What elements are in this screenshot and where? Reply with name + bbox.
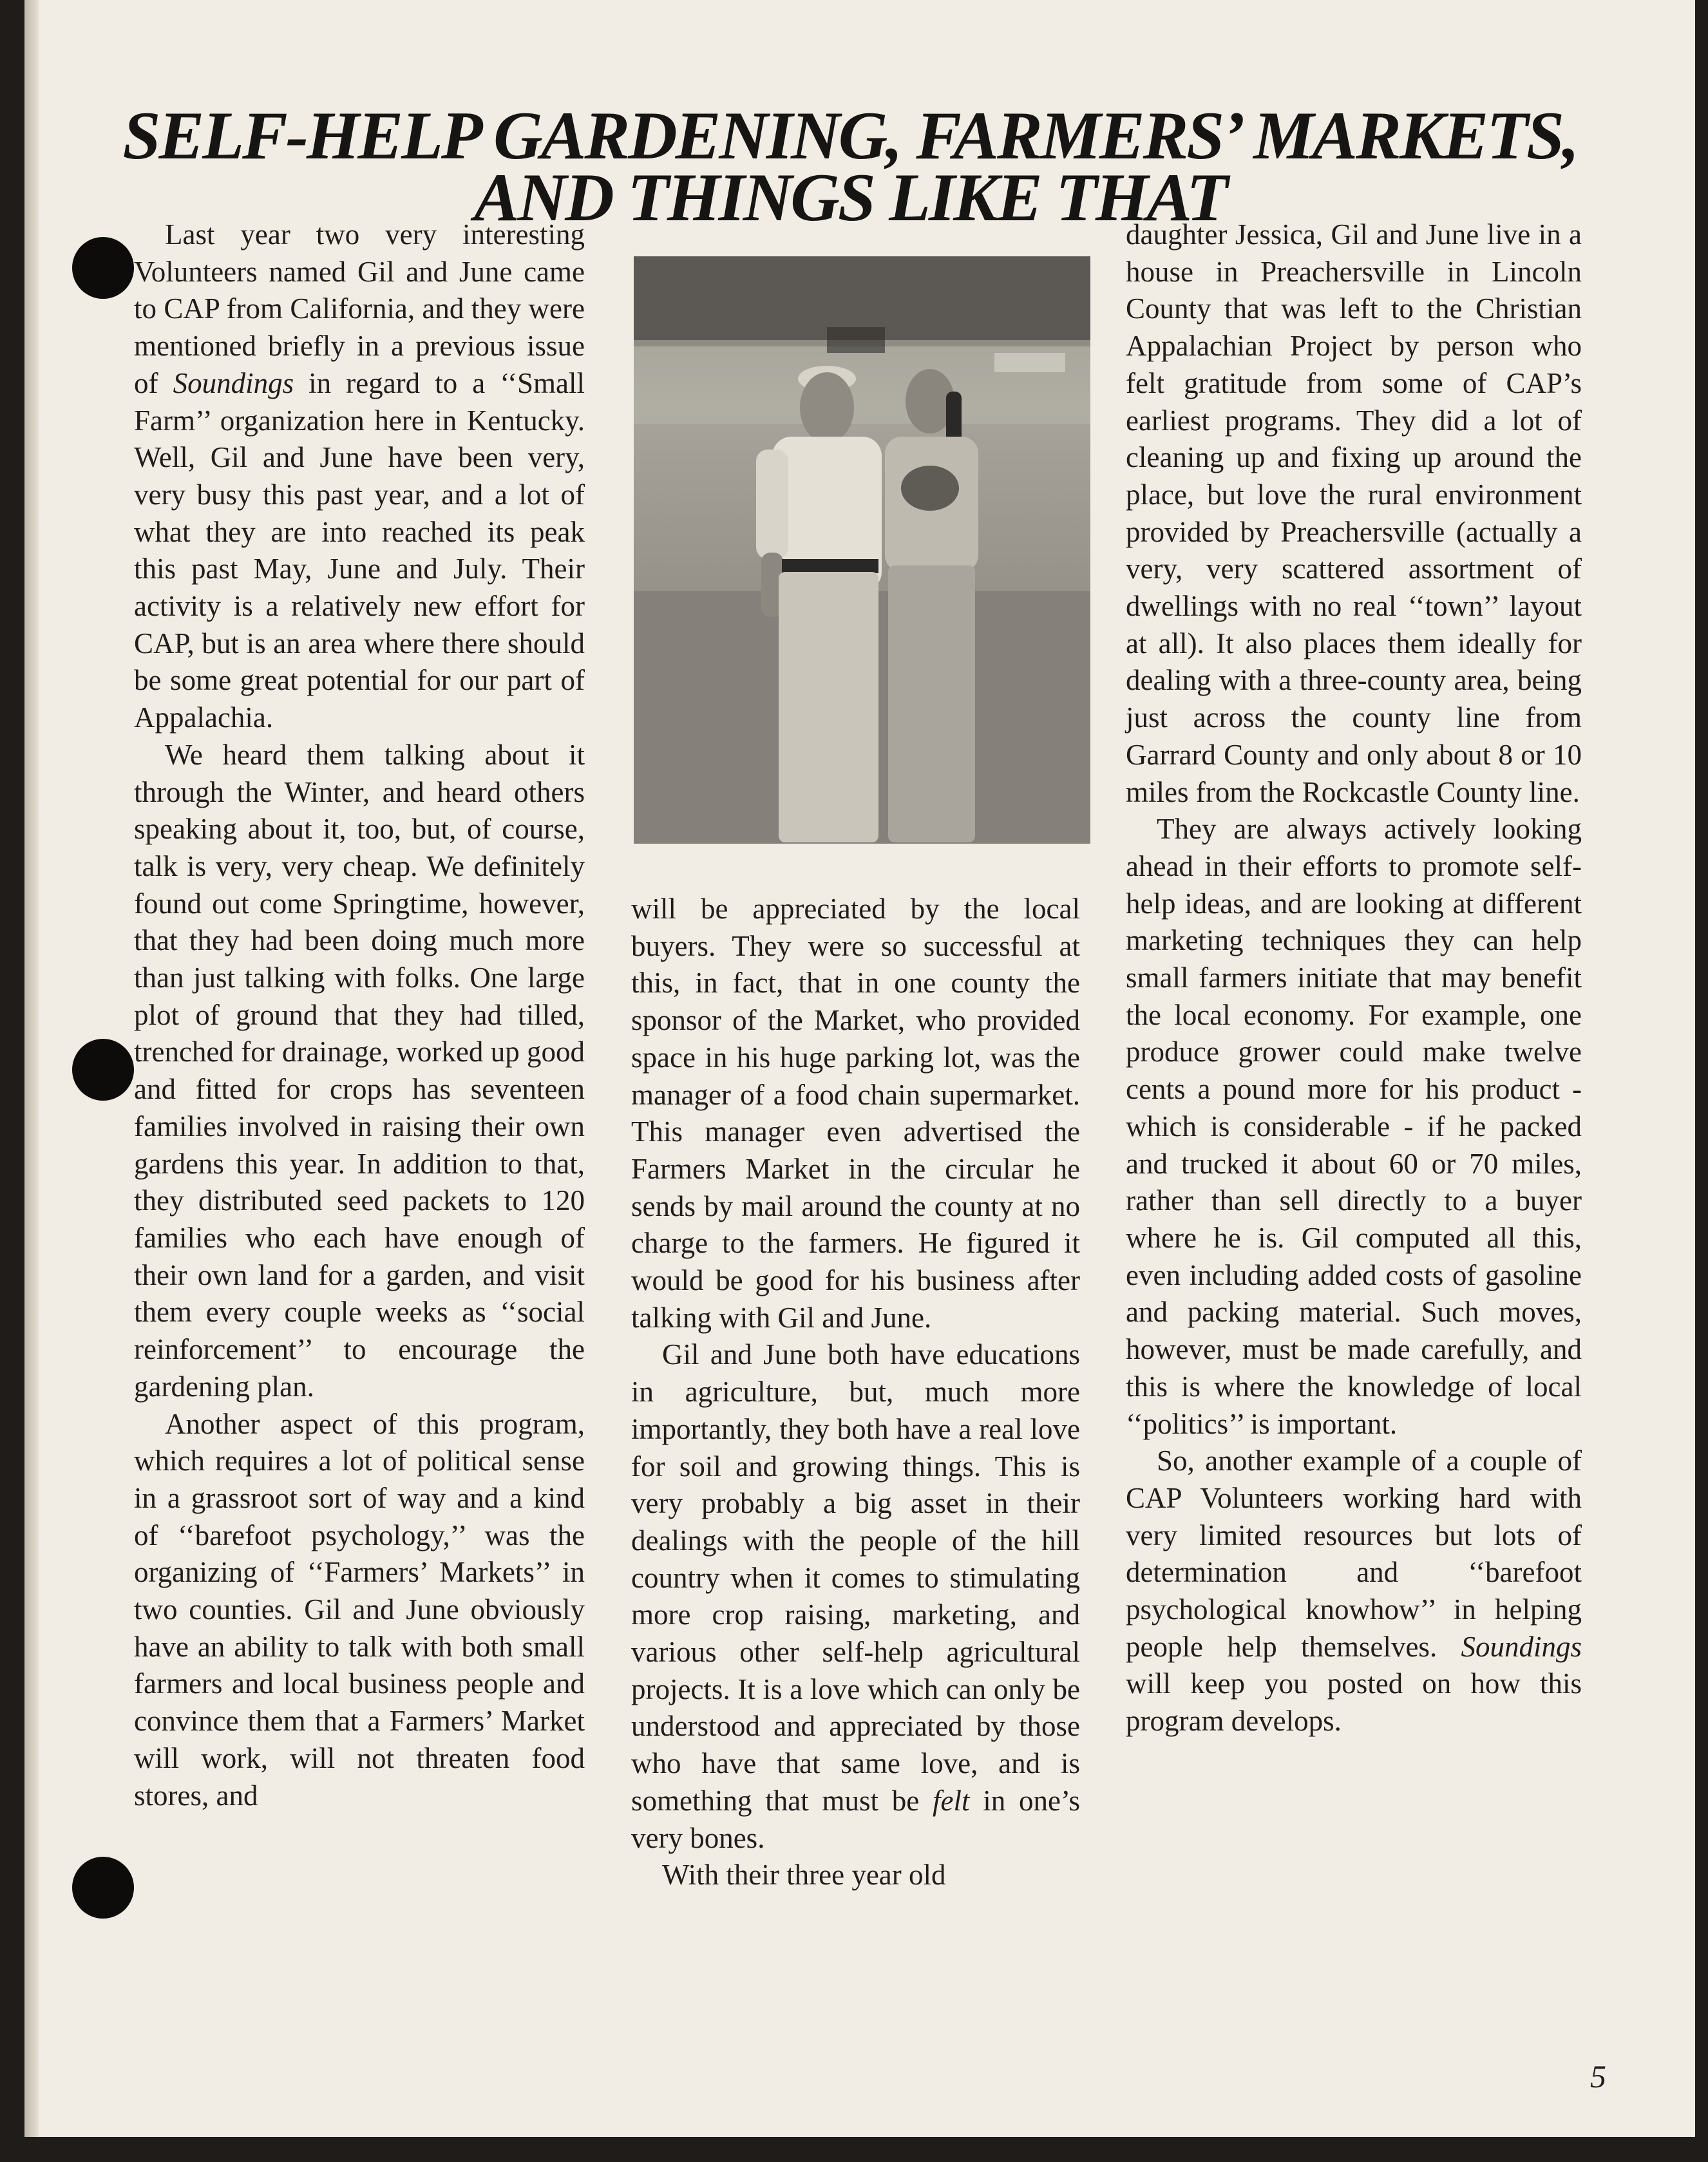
- column2-paragraph-3: With their three year old: [662, 1859, 946, 1892]
- publication-name: Soundings: [1461, 1630, 1582, 1663]
- punch-hole-top: [72, 237, 134, 299]
- column3-paragraph-2: They are always actively looking ahead in their efforts to promote self-help ideas, and are looking at different marketing techniques they can help small farmers initiate that may benefit the local economy. For example, one produce grower could make twelve cents a pound more for his product - which is considerable - if he packed and trucked it about 60 or 70 miles, rather than sell directly to a buyer where he is. Gil computed all this, even including added costs of gasoline and packing material. Such moves, however, must be made carefully, and this is where the knowledge of local ‘‘politics’’ is important.: [1126, 813, 1582, 1440]
- binding-edge: [24, 0, 39, 2137]
- headline-line-1: SELF-HELP GARDENING, FARMERS’ MARKETS,: [122, 98, 1578, 173]
- column1-paragraph-1: Last year two very interesting Volunteers named Gil and June came to CAP from California, and they were mentioned briefly in a previous issue of Soundings in regard to a ‘‘Small Farm’’ organization here in Kentucky. Well, Gil and June have been very, very busy this past year, and a lot of what they are into reached its peak this past May, June and July. Their activity is a relatively new effort for CAP, but is an area where there should be some great potential for our part of Appalachia.: [134, 218, 585, 734]
- column2-paragraph-1: will be appreciated by the local buyers. They were so successful at this, in fact, that in one county the sponsor of the Market, who provided space in his huge parking lot, was the manager of a food chain supermarket. This manager even advertised the Farmers Market in the circular he sends by mail around the county at no charge to the farmers. He figured it would be good for his business after talking with Gil and June.: [631, 893, 1080, 1334]
- article-photo: [634, 256, 1090, 844]
- column3-paragraph-1: daughter Jessica, Gil and June live in a house in Preachersville in Lincoln County that was left to the Christian Appalachian Project by person who felt gratitude from some of CAP’s earliest programs. They did a lot of cleaning up and fixing up around the place, but love the rural environment provided by Preachersville (actually a very, very scattered assortment of dwellings with no real ‘‘town’’ layout at all). It also places them ideally for dealing with a three-county area, being just across the county line from Garrard County and only about 8 or 10 miles from the Rockcastle County line.: [1126, 218, 1582, 808]
- article-column-3: [1126, 216, 1582, 1740]
- column2-paragraph-2: Gil and June both have educations in agriculture, but, much more importantly, they both have a real love for soil and growing things. This is very probably a big asset in their dealings with the people of the hill country when it comes to stimulating more crop raising, marketing, and various other self-help agricultural projects. It is a love which can only be understood and appreciated by those who have that same love, and is something that must be felt in one’s very bones.: [631, 1338, 1080, 1854]
- column3-paragraph-3: So, another example of a couple of CAP Volunteers working hard with very limited resources but lots of determination and ‘‘barefoot psychological knowhow’’ in helping people help themselves. Soundings will keep you posted on how this program develops.: [1126, 1445, 1582, 1738]
- emphasis-felt: felt: [933, 1784, 970, 1817]
- column1-paragraph-2: We heard them talking about it through the Winter, and heard others speaking about it, too, but, of course, talk is very, very cheap. We definitely found out come Springtime, however, that they had been doing much more than just talking with folks. One large plot of ground that they had tilled, trenched for drainage, worked up good and fitted for crops has seventeen families involved in raising their own gardens this year. In addition to that, they distributed seed packets to 120 families who each have enough of their own land for a garden, and visit them every couple weeks as ‘‘social reinforcement’’ to encourage the gardening plan.: [134, 738, 585, 1403]
- photo-couple-icon: [634, 256, 1090, 844]
- publication-name: Soundings: [173, 366, 294, 399]
- punch-hole-bottom: [72, 1857, 134, 1919]
- headline-line-2: AND THINGS LIKE THAT: [473, 160, 1226, 235]
- page-number: 5: [1590, 2058, 1606, 2094]
- punch-hole-middle: [72, 1039, 134, 1101]
- article-column-2: [631, 891, 1080, 1894]
- article-column-1: [134, 216, 585, 1814]
- column1-paragraph-3: Another aspect of this program, which requires a lot of political sense in a grassroot sort of way and a kind of ‘‘barefoot psychology,’’ was the organizing of ‘‘Farmers’ Markets’’ in two counties. Gil and June obviously have an ability to talk with both small farmers and local business people and convince them that a Farmers’ Market will work, will not threaten food stores, and: [134, 1407, 585, 1812]
